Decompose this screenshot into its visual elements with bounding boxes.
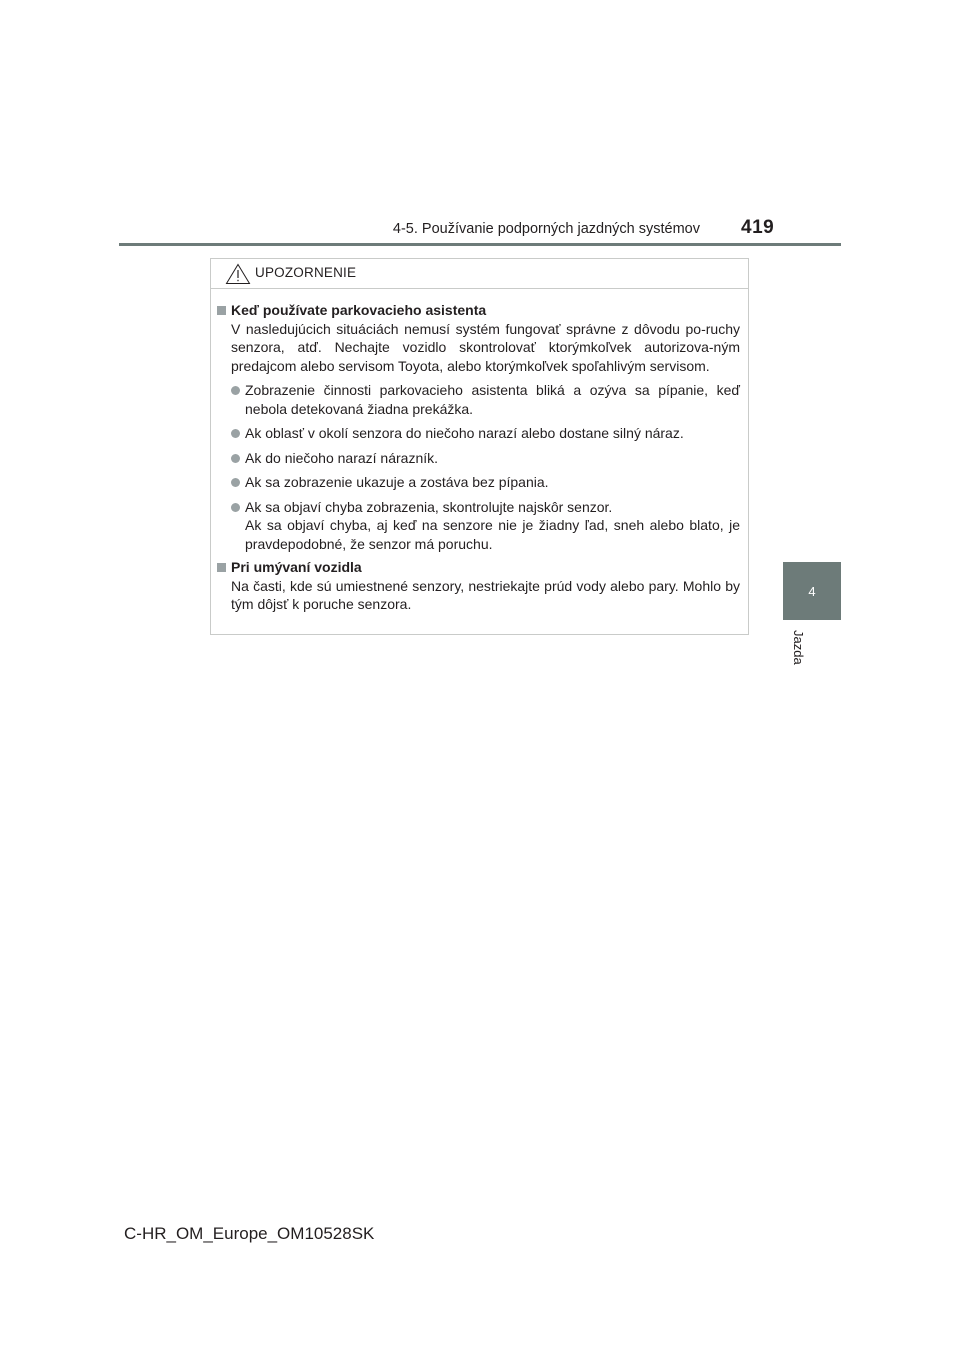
list-item-text [245,498,740,554]
header-section-title: 4-5. Používanie podporných jazdných systémov [392,221,700,237]
header-rule [119,243,841,246]
section-paragraph: V nasledujúcich situáciách nemusí systém fungovať správne z dôvodu po-ruchy senzora, atď. Nechajte vozidlo skontrolovať ktorýmkoľvek autorizova-ným predajcom alebo servisom Toyota, alebo ktorýmkoľvek spoľahlivým servisom. [231,320,740,374]
warning-title: UPOZORNENIE [255,265,357,280]
round-bullet-icon [231,429,240,438]
square-bullet-icon [217,306,226,315]
warning-body [211,289,748,614]
list-item-text: Zobrazenie činnosti parkovacieho asistenta bliká a ozýva sa pípanie, keď nebola detekovaná žiadna prekážka. [245,382,740,417]
list-item-extra: Ak sa objaví chyba, aj keď na senzore nie je žiadny ľad, sneh alebo blato, je pravdepodobné, že senzor má poruchu. [245,517,740,552]
section-heading-text: Pri umývaní vozidla [231,559,362,575]
round-bullet-icon [231,478,240,487]
list-item-text: Ak oblasť v okolí senzora do niečoho narazí alebo dostane silný náraz. [245,425,684,441]
list-item [231,473,740,492]
warning-box [210,258,749,635]
warning-triangle-icon [225,263,251,285]
section-heading-text: Keď používate parkovacieho asistenta [231,302,487,318]
page-number: 419 [741,217,775,238]
section-heading-car-wash [217,558,740,577]
chapter-label: Jazda [791,630,806,665]
square-bullet-icon [217,563,226,572]
list-item-text: Ak sa zobrazenie ukazuje a zostáva bez pípania. [245,474,549,490]
section-paragraph: Na časti, kde sú umiestnené senzory, nestriekajte prúd vody alebo pary. Mohlo by tým dôjsť k poruche senzora. [231,577,740,612]
list-item-text: Ak do niečoho narazí nárazník. [245,449,439,466]
footer-document-code: C-HR_OM_Europe_OM10528SK [124,1224,375,1243]
chapter-tab [783,562,841,620]
list-item-line: Ak sa objaví chyba zobrazenia, skontrolujte najskôr senzor. [245,498,613,515]
list-item [231,498,740,554]
chapter-number: 4 [808,583,816,599]
warning-header [211,259,748,289]
section-heading-parking-assist [217,301,740,320]
list-item [231,424,740,443]
list-item [231,449,740,468]
round-bullet-icon [231,454,240,463]
round-bullet-icon [231,503,240,512]
round-bullet-icon [231,386,240,395]
list-item [231,381,740,418]
